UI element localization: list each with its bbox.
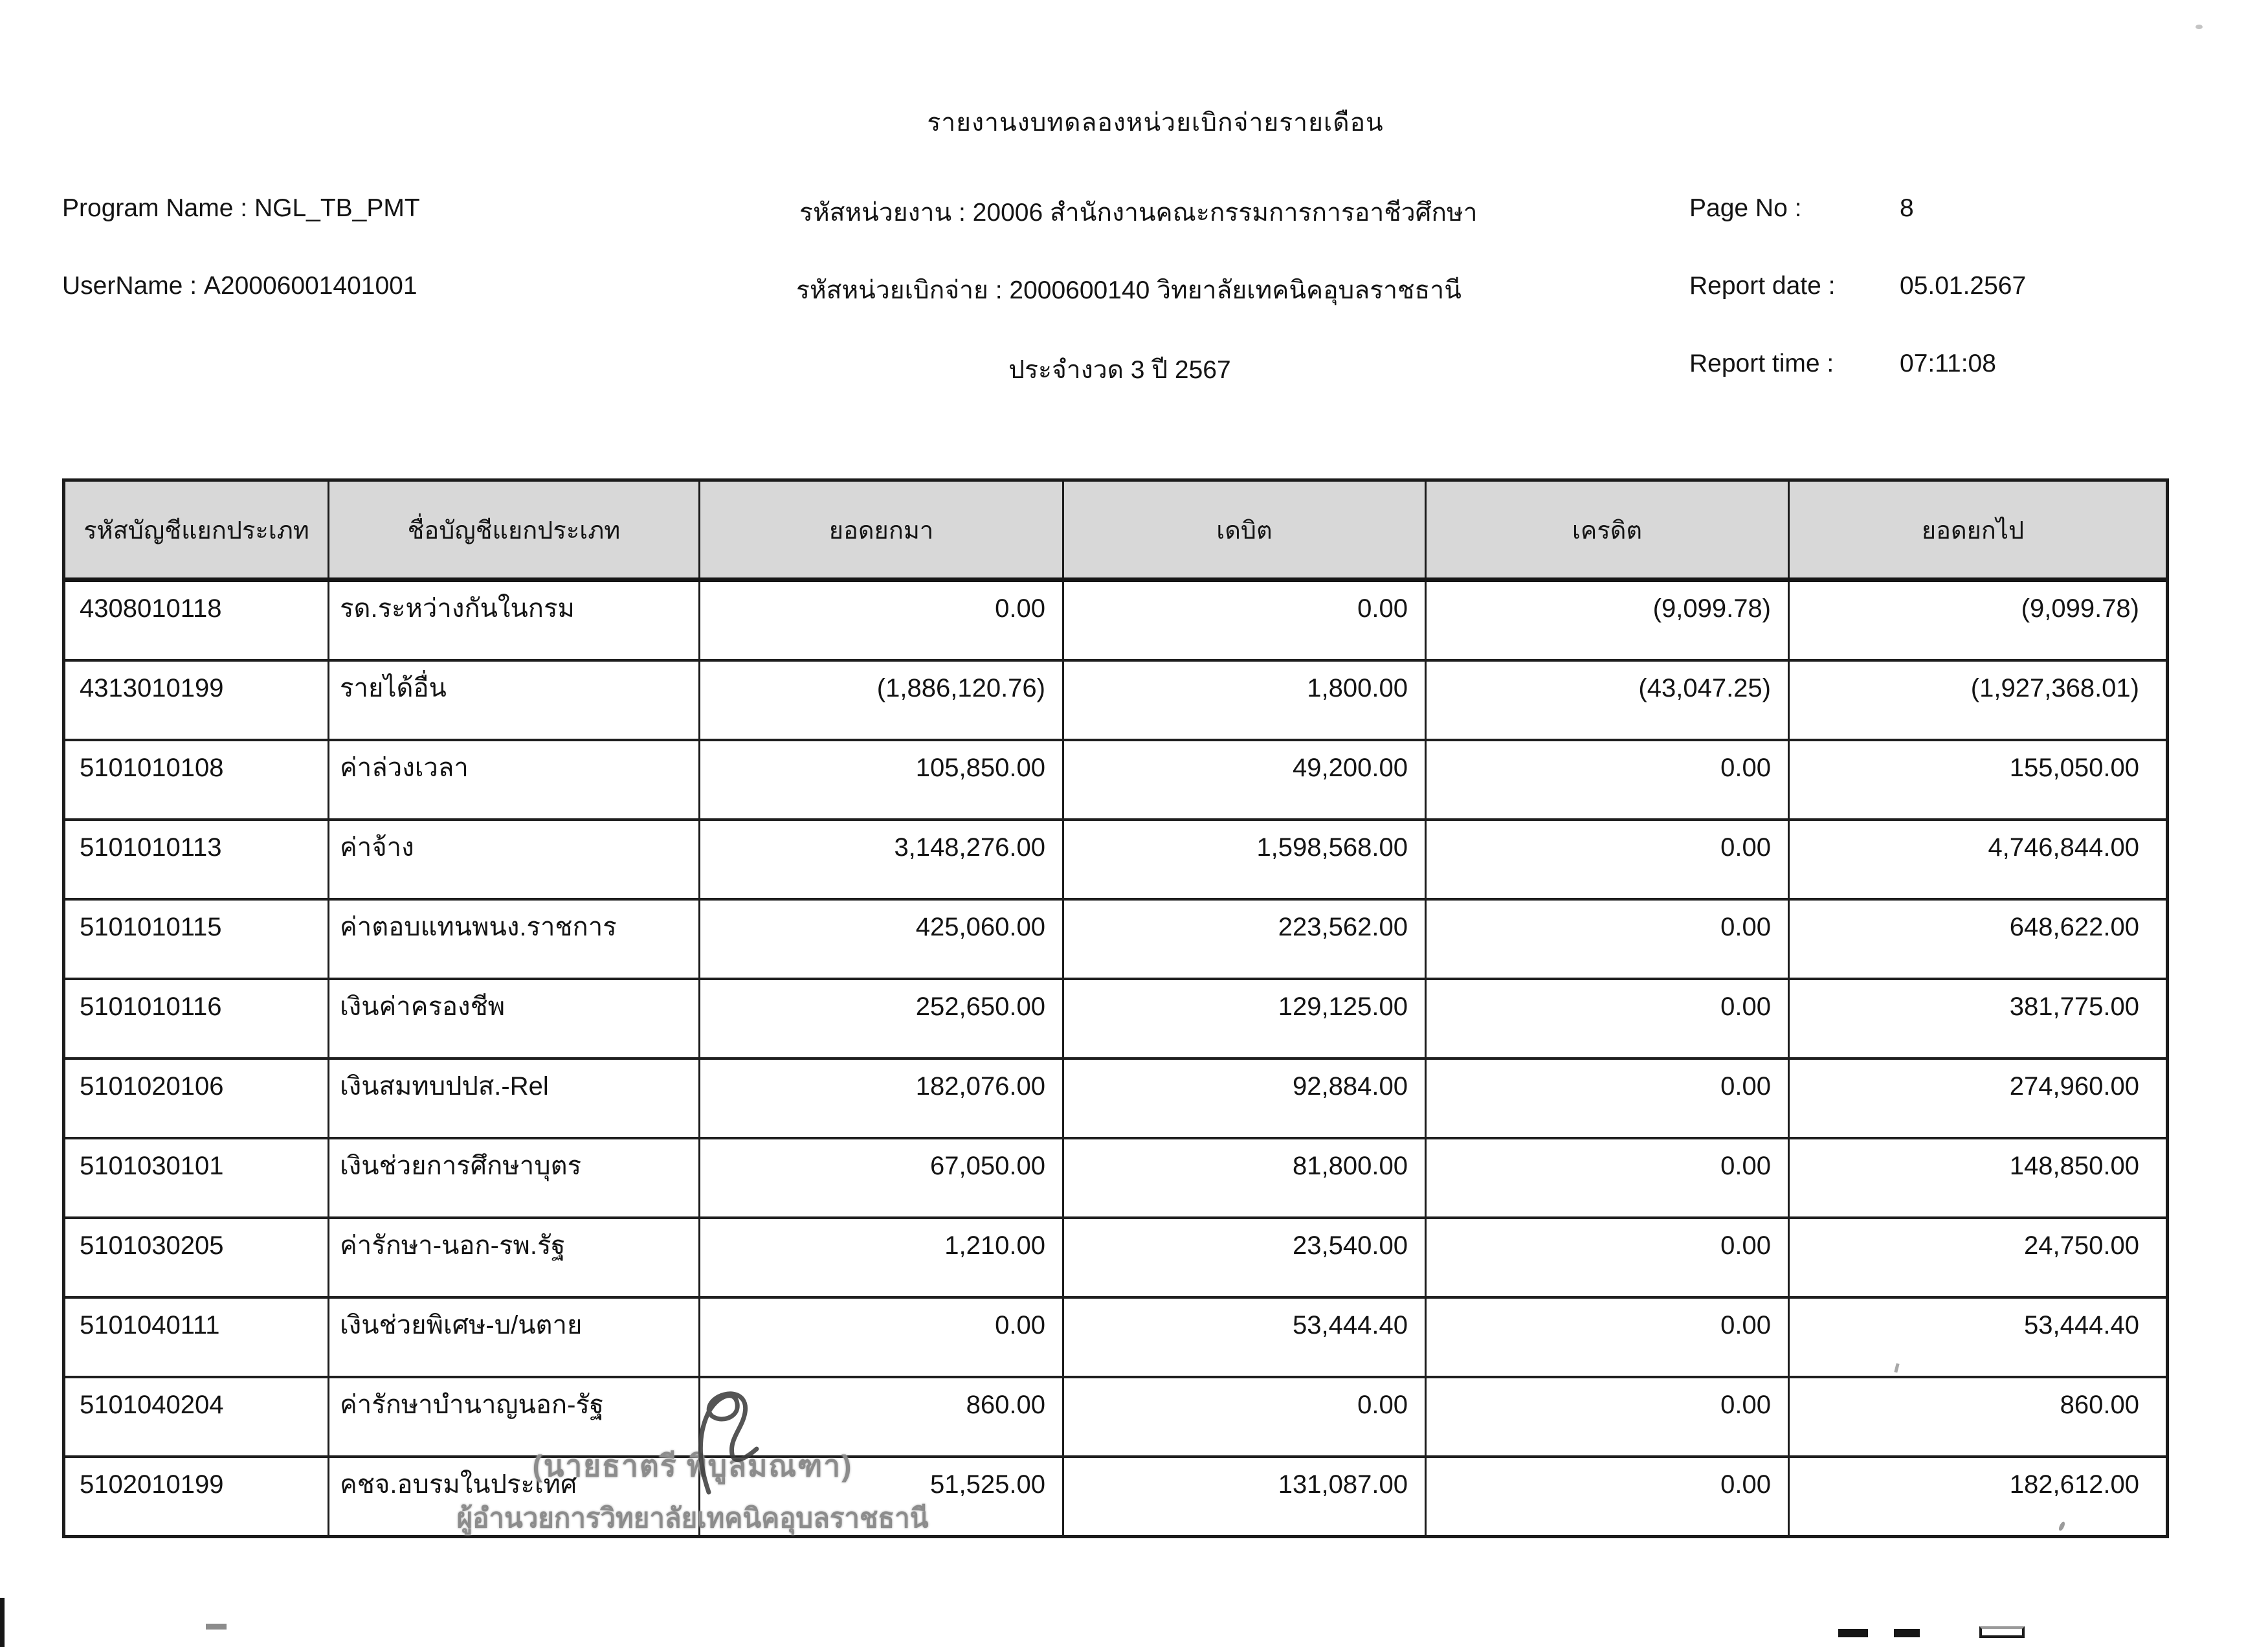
trial-balance-table [62, 478, 2169, 1538]
column-header: เดบิต [1064, 482, 1427, 577]
account-name-cell: ค่าตอบแทนพนง.ราชการ [329, 901, 700, 978]
table-row [65, 1216, 2166, 1296]
scan-artifact [206, 1624, 227, 1630]
amount-cell: 182,612.00 [2009, 1470, 2139, 1499]
amount-cell: 1,598,568.00 [1064, 821, 1427, 898]
amount-cell: 0.00 [1427, 1139, 1790, 1216]
report-time-label: Report time : [1689, 350, 1834, 377]
amount-cell: 53,444.40 [2024, 1311, 2139, 1339]
column-header: รหัสบัญชีแยกประเภท [65, 482, 329, 577]
amount-cell: 0.00 [700, 582, 1064, 659]
amount-cell: 381,775.00 [2009, 992, 2139, 1021]
table-body [65, 582, 2166, 1535]
amount-cell: 182,076.00 [700, 1060, 1064, 1137]
amount-cell: 129,125.00 [1064, 980, 1427, 1057]
account-name-cell: ค่าจ้าง [329, 821, 700, 898]
account-code-cell: 5101030205 [65, 1219, 329, 1296]
account-code-cell: 4308010118 [65, 582, 329, 659]
amount-cell: 0.00 [700, 1299, 1064, 1376]
page-no-label: Page No : [1689, 194, 1802, 222]
scan-artifact [2196, 25, 2203, 29]
report-date-value: 05.01.2567 [1900, 272, 2027, 300]
amount-cell: 860.00 [700, 1378, 1064, 1455]
amount-cell: 0.00 [1064, 582, 1427, 659]
amount-cell: 648,622.00 [2009, 913, 2139, 941]
account-code-cell: 5102010199 [65, 1458, 329, 1535]
account-code-cell: 5101010108 [65, 741, 329, 818]
account-name-cell: ค่ารักษา-นอก-รพ.รัฐ [329, 1219, 700, 1296]
column-header: ยอดยกมา [700, 482, 1064, 577]
username-line [62, 272, 417, 300]
table-row [65, 582, 2166, 659]
column-header: ยอดยกไป [1921, 517, 2025, 544]
account-code-cell: 5101010116 [65, 980, 329, 1057]
account-code-cell: 5101010115 [65, 901, 329, 978]
account-name-cell: เงินค่าครองชีพ [329, 980, 700, 1057]
period-line: ประจำงวด 3 ปี 2567 [1008, 356, 1231, 384]
page-title: รายงานงบทดลองหน่วยเบิกจ่ายรายเดือน [927, 109, 1384, 137]
account-code-cell: 5101040204 [65, 1378, 329, 1455]
username-value: A20006001401001 [203, 272, 417, 300]
amount-cell: 92,884.00 [1064, 1060, 1427, 1137]
amount-cell: 0.00 [1427, 741, 1790, 818]
amount-cell: 3,148,276.00 [700, 821, 1064, 898]
account-name-cell: ค่ารักษาบำนาญนอก-รัฐ [329, 1378, 700, 1455]
account-code-cell: 4313010199 [65, 662, 329, 739]
account-code-cell: 5101020106 [65, 1060, 329, 1137]
table-row [65, 818, 2166, 898]
table-row [65, 1455, 2166, 1535]
account-code-cell: 5101010113 [65, 821, 329, 898]
table-header-row [65, 482, 2166, 582]
account-name-cell: รายได้อื่น [329, 662, 700, 739]
table-row [65, 659, 2166, 739]
username-label: UserName : [62, 272, 197, 300]
column-header: ชื่อบัญชีแยกประเภท [329, 482, 700, 577]
amount-cell: 0.00 [1427, 1458, 1790, 1535]
amount-cell: (43,047.25) [1427, 662, 1790, 739]
amount-cell: 51,525.00 [700, 1458, 1064, 1535]
amount-cell: 49,200.00 [1064, 741, 1427, 818]
table-row [65, 898, 2166, 978]
amount-cell: 148,850.00 [2009, 1152, 2139, 1180]
amount-cell: 0.00 [1064, 1378, 1427, 1455]
amount-cell: 105,850.00 [700, 741, 1064, 818]
table-row [65, 1137, 2166, 1216]
account-code-cell: 5101040111 [65, 1299, 329, 1376]
program-name-label: Program Name : [62, 194, 248, 222]
amount-cell: (1,927,368.01) [1970, 674, 2139, 702]
table-row [65, 739, 2166, 818]
director-stamp-title: ผู้อำนวยการวิทยาลัยเทคนิคอุบลราชธานี [456, 1503, 929, 1533]
amount-cell: 155,050.00 [2009, 754, 2139, 782]
scan-artifact [1979, 1626, 2025, 1638]
report-date-label: Report date : [1689, 272, 1836, 300]
account-name-cell: คชจ.อบรมในประเทศ [329, 1458, 700, 1535]
table-row [65, 978, 2166, 1057]
amount-cell: 1,800.00 [1064, 662, 1427, 739]
amount-cell: 274,960.00 [2009, 1072, 2139, 1101]
signature-icon [670, 1379, 786, 1502]
amount-cell: 1,210.00 [700, 1219, 1064, 1296]
amount-cell: 0.00 [1427, 1060, 1790, 1137]
account-name-cell: ค่าล่วงเวลา [329, 741, 700, 818]
page-no-value: 8 [1900, 194, 1914, 222]
account-name-cell: เงินช่วยการศึกษาบุตร [329, 1139, 700, 1216]
table-row [65, 1057, 2166, 1137]
account-code-cell: 5101030101 [65, 1139, 329, 1216]
amount-cell: 131,087.00 [1064, 1458, 1427, 1535]
director-stamp-name: (นายธาตรี พิบูลมณฑา) [532, 1449, 853, 1483]
amount-cell: 0.00 [1427, 1219, 1790, 1296]
amount-cell: 67,050.00 [700, 1139, 1064, 1216]
amount-cell: (1,886,120.76) [700, 662, 1064, 739]
disburse-unit-line: รหัสหน่วยเบิกจ่าย : 2000600140 วิทยาลัยเทคนิคอุบลราชธานี [796, 276, 1462, 304]
amount-cell: 252,650.00 [700, 980, 1064, 1057]
amount-cell: 860.00 [2060, 1391, 2139, 1419]
account-name-cell: เงินสมทบปปส.-Rel [329, 1060, 700, 1137]
amount-cell: 0.00 [1427, 821, 1790, 898]
amount-cell: 0.00 [1427, 980, 1790, 1057]
amount-cell: 0.00 [1427, 901, 1790, 978]
amount-cell: 223,562.00 [1064, 901, 1427, 978]
scan-artifact [1838, 1629, 1868, 1637]
amount-cell: (9,099.78) [2021, 594, 2139, 623]
amount-cell: (9,099.78) [1427, 582, 1790, 659]
amount-cell: 24,750.00 [2024, 1231, 2139, 1260]
account-name-cell: เงินช่วยพิเศษ-บ/นตาย [329, 1299, 700, 1376]
column-header: เครดิต [1427, 482, 1790, 577]
scan-artifact [0, 1598, 5, 1647]
scan-artifact [1894, 1629, 1920, 1637]
amount-cell: 53,444.40 [1064, 1299, 1427, 1376]
account-name-cell: รด.ระหว่างกันในกรม [329, 582, 700, 659]
amount-cell: 0.00 [1427, 1299, 1790, 1376]
amount-cell: 425,060.00 [700, 901, 1064, 978]
table-row [65, 1296, 2166, 1376]
table-row [65, 1376, 2166, 1455]
program-name-value: NGL_TB_PMT [254, 194, 420, 222]
amount-cell: 4,746,844.00 [1988, 833, 2139, 862]
program-name-line [62, 194, 420, 223]
amount-cell: 81,800.00 [1064, 1139, 1427, 1216]
amount-cell: 0.00 [1427, 1378, 1790, 1455]
amount-cell: 23,540.00 [1064, 1219, 1427, 1296]
report-time-value: 07:11:08 [1900, 350, 1996, 377]
agency-code-line: รหัสหน่วยงาน : 20006 สำนักงานคณะกรรมการการอาชีวศึกษา [799, 199, 1478, 227]
